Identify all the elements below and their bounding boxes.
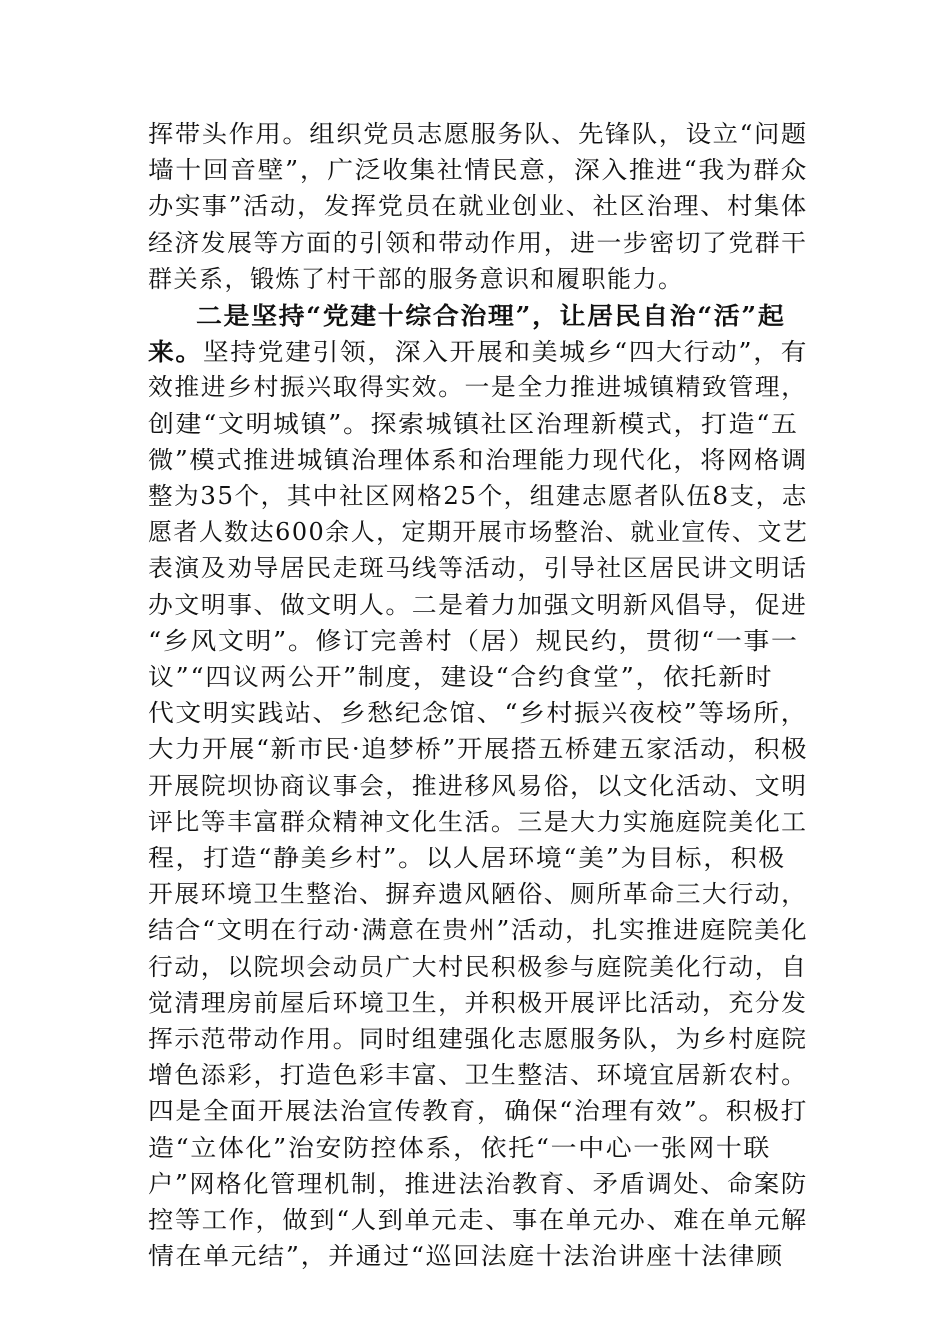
- document-line: [148, 913, 808, 948]
- line-text: 议”“四议两公开”制度，建设“合约食堂”，依托新时: [148, 663, 774, 691]
- document-line: [148, 370, 807, 405]
- bold-lead-text: 二是坚持“党建十综合治理”，让居民自治“活”起: [196, 301, 786, 330]
- line-text: 挥带头作用。组织党员志愿服务队、先锋队，设立“问题: [148, 120, 808, 148]
- document-line: [148, 588, 807, 623]
- line-text: 挥示范带动作用。同时组建强化志愿服务队，为乡村庭院: [148, 1025, 808, 1053]
- document-line: [148, 624, 798, 659]
- line-text: 创建“文明城镇”。探索城镇社区治理新模式，打造“五: [148, 409, 799, 438]
- document-line: [148, 1022, 807, 1057]
- line-text: 户”网格化管理机制，推进法治教育、矛盾调处、命案防: [148, 1169, 808, 1198]
- line-text: 造“立体化”治安防控体系，依托“一中心一张网十联: [148, 1133, 771, 1162]
- document-line: [148, 1239, 784, 1274]
- document-line: [148, 986, 807, 1021]
- document-line: [196, 298, 785, 333]
- document-line: [148, 515, 808, 550]
- document-line: [148, 769, 807, 804]
- line-text: 效推进乡村振兴取得实效。一是全力推进城镇精致管理，: [148, 373, 808, 402]
- document-line: [148, 841, 786, 876]
- document-line: [148, 805, 807, 840]
- line-text: 墙十回音壁”，广泛收集社情民意，深入推进“我为群众: [148, 156, 809, 185]
- line-text: 觉清理房前屋后环境卫生，并积极开展评比活动，充分发: [148, 988, 808, 1017]
- line-text: 群关系，锻炼了村干部的服务意识和履职能力。: [148, 264, 684, 293]
- document-line: [148, 334, 808, 369]
- document-line: [148, 226, 807, 261]
- line-text: 结合“文明在行动·满意在贵州”活动，扎实推进庭院美化: [148, 916, 809, 945]
- document-line: [148, 189, 808, 224]
- document-line: [148, 1167, 808, 1202]
- line-text: 评比等丰富群众精神文化生活。三是大力实施庭院美化工: [148, 807, 808, 836]
- line-text: 表演及劝导居民走斑马线等活动，引导社区居民讲文明话: [148, 554, 808, 583]
- bold-lead-text: 来。: [148, 337, 203, 367]
- document-line: [148, 407, 798, 442]
- document-line: [148, 950, 807, 985]
- document-line: [148, 551, 807, 586]
- line-text: 坚持党建引领，深入开展和美城乡“四大行动”，有: [202, 338, 809, 367]
- line-text: 四是全面开展法治宣传教育，确保“治理有效”。积极打: [148, 1097, 809, 1126]
- document-line: [148, 732, 808, 767]
- document-line: [148, 1094, 808, 1129]
- document-line: [148, 479, 808, 514]
- line-text: 控等工作，做到“人到单元走、事在单元办、难在单元解: [148, 1206, 808, 1234]
- line-text: 办实事”活动，发挥党员在就业创业、社区治理、村集体: [148, 192, 808, 221]
- line-text: 情在单元结”，并通过“巡回法庭十法治讲座十法律顾: [148, 1242, 784, 1271]
- line-text: 开展环境卫生整治、摒弃遗风陋俗、厕所革命三大行动，: [148, 880, 808, 909]
- document-line: [148, 1203, 808, 1238]
- document-line: [148, 1131, 771, 1166]
- document-line: [148, 660, 773, 695]
- document-line: [148, 443, 808, 478]
- document-line: [148, 877, 807, 912]
- document-line: [148, 696, 808, 731]
- line-text: 代文明实践站、乡愁纪念馆、“乡村振兴夜校”等场所，: [148, 699, 809, 728]
- line-text: 大力开展“新市民·追梦桥”开展搭五桥建五家活动，积极: [148, 735, 809, 764]
- line-text: 愿者人数达600余人，定期开展市场整治、就业宣传、文艺: [148, 518, 809, 547]
- line-text: 经济发展等方面的引领和带动作用，进一步密切了党群干: [148, 228, 808, 257]
- line-text: 开展院坝协商议事会，推进移风易俗，以文化活动、文明: [148, 771, 808, 800]
- line-text: 微”模式推进城镇治理体系和治理能力现代化，将网格调: [148, 445, 808, 474]
- line-text: 程，打造“静美乡村”。以人居环境“美”为目标，积极: [148, 844, 786, 872]
- document-line: [148, 117, 808, 152]
- document-line: [148, 1058, 807, 1093]
- line-text: “乡风文明”。修订完善村（居）规民约，贯彻“一事一: [148, 626, 799, 655]
- line-text: 行动，以院坝会动员广大村民积极参与庭院美化行动，自: [148, 952, 808, 981]
- line-text: 办文明事、做文明人。二是着力加强文明新风倡导，促进: [148, 590, 808, 619]
- line-text: 增色添彩，打造色彩丰富、卫生整洁、环境宜居新农村。: [148, 1061, 808, 1090]
- document-line: [148, 262, 684, 297]
- document-line: [148, 153, 808, 188]
- line-text: 整为35个，其中社区网格25个，组建志愿者队伍8支，志: [148, 482, 808, 510]
